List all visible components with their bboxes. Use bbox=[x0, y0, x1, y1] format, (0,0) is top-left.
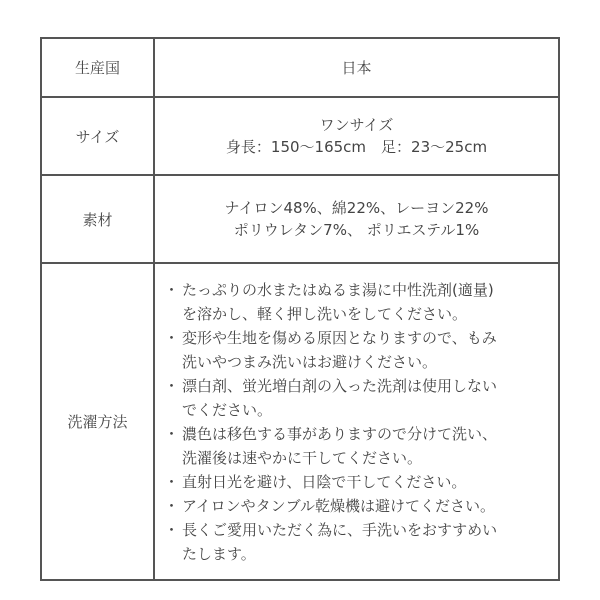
size-label: サイズ bbox=[41, 97, 154, 175]
care-line: ・ アイロンやタンブル乾燥機は避けてください。 bbox=[182, 496, 496, 515]
material-value-line-2: ポリウレタン7%、 ポリエステル1% bbox=[233, 221, 480, 239]
list-item bbox=[167, 422, 558, 470]
care-line: ・ 長くご愛用いただく為に、手洗いをおすすめい bbox=[182, 520, 498, 539]
list-item bbox=[167, 278, 558, 326]
list-item bbox=[167, 494, 558, 518]
care-line: 洗濯後は速やかに干してください。 bbox=[182, 448, 423, 467]
size-value-line-2: 身長：150〜165cm 足：23〜25cm bbox=[225, 138, 488, 156]
care-label: 洗濯方法 bbox=[41, 263, 154, 580]
care-instructions-list bbox=[155, 278, 558, 566]
list-item bbox=[167, 326, 558, 374]
care-line: でください。 bbox=[182, 400, 273, 419]
care-line: ・ 漂白剤、蛍光増白剤の入った洗剤は使用しない bbox=[182, 376, 498, 395]
origin-value bbox=[154, 38, 559, 97]
table-row-care bbox=[41, 263, 559, 580]
size-value bbox=[154, 97, 559, 175]
care-line: を溶かし、軽く押し洗いをしてください。 bbox=[182, 304, 468, 323]
material-value-line-1: ナイロン48%、綿22%、レーヨン22% bbox=[224, 199, 489, 217]
care-line: ・ 濃色は移色する事がありますので分けて洗い、 bbox=[182, 424, 498, 443]
care-instructions bbox=[154, 263, 559, 580]
care-line: たします。 bbox=[182, 544, 256, 563]
material-value bbox=[154, 175, 559, 263]
care-line: ・ たっぷりの水またはぬるま湯に中性洗剤(適量) bbox=[182, 280, 494, 299]
care-line: ・ 直射日光を避け、日陰で干してください。 bbox=[182, 472, 467, 491]
size-value-line-1: ワンサイズ bbox=[319, 116, 394, 134]
table-row-size bbox=[41, 97, 559, 175]
list-item bbox=[167, 470, 558, 494]
list-item bbox=[167, 374, 558, 422]
origin-value-line: 日本 bbox=[341, 58, 372, 77]
care-line: ・ 変形や生地を傷める原因となりますので、もみ bbox=[182, 328, 497, 347]
list-item bbox=[167, 518, 558, 566]
material-label: 素材 bbox=[41, 175, 154, 263]
table-row-origin bbox=[41, 38, 559, 97]
origin-label: 生産国 bbox=[41, 38, 154, 97]
care-line: 洗いやつまみ洗いはお避けください。 bbox=[182, 352, 438, 371]
product-spec-table bbox=[40, 37, 560, 581]
table-row-material bbox=[41, 175, 559, 263]
